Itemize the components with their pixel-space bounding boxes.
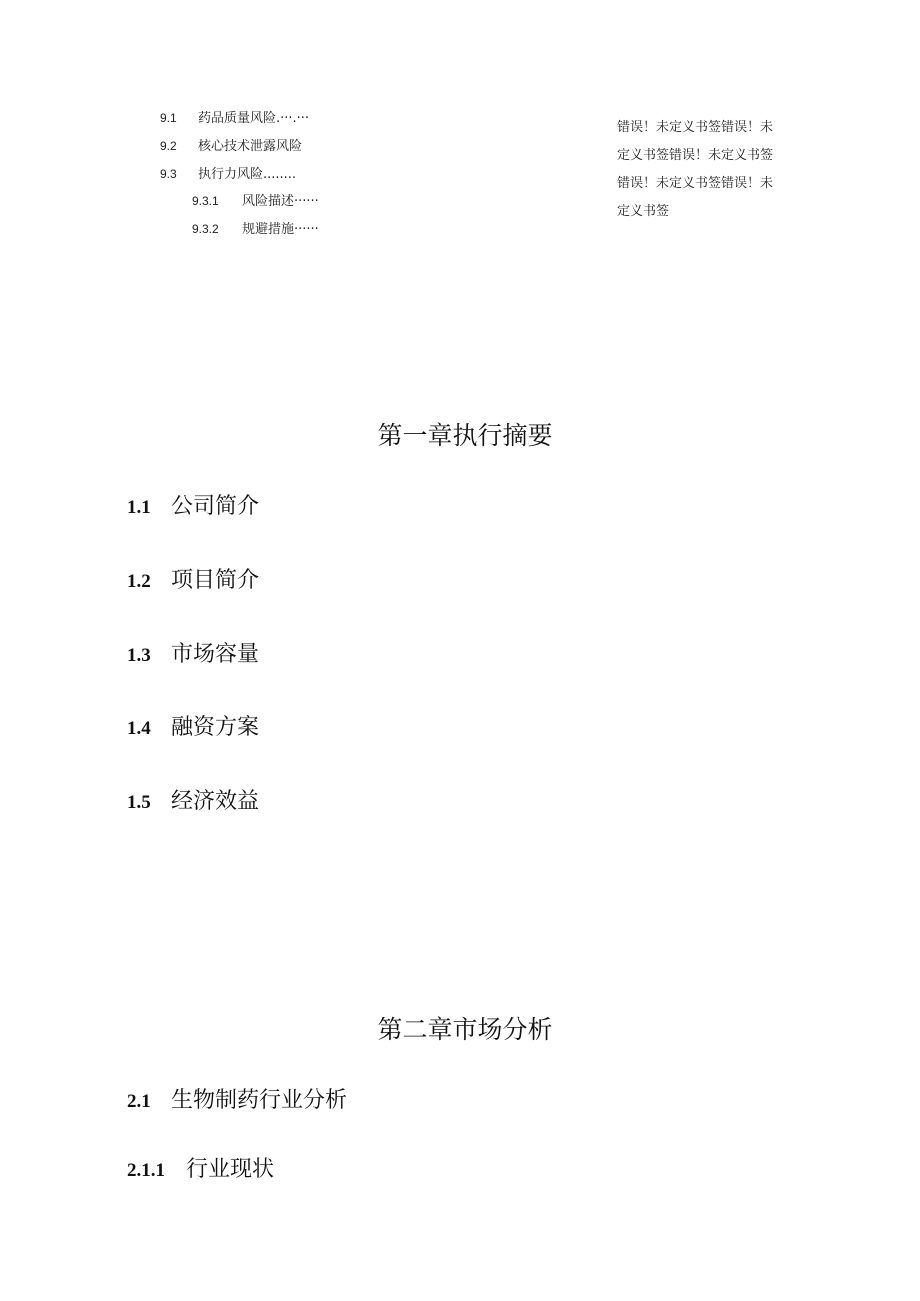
toc-entry-number: 9.3.2 — [192, 222, 219, 236]
toc-entry-number: 9.3.1 — [192, 194, 219, 208]
section-number: 2.1.1 — [127, 1160, 165, 1181]
section-heading — [127, 787, 259, 818]
chapter-title: 第二章市场分析 — [377, 1015, 553, 1044]
section-heading — [127, 566, 259, 597]
toc-entry[interactable] — [160, 166, 296, 183]
section-heading — [127, 640, 259, 671]
section-number: 1.3 — [127, 645, 151, 666]
toc-entry-number: 9.1 — [160, 111, 177, 125]
toc-entry[interactable] — [192, 193, 319, 210]
section-title: 生物制药行业分析 — [171, 1088, 348, 1113]
section-title: 公司简介 — [171, 494, 260, 519]
section-title: 经济效益 — [171, 789, 260, 814]
toc-entry-title: 风险描述······ — [242, 194, 319, 209]
section-number: 1.4 — [127, 718, 151, 739]
section-title: 市场容量 — [171, 642, 260, 667]
section-title: 融资方案 — [171, 715, 260, 740]
toc-page-number-error: 错误！未定义书签错误！未定义书签错误！未定义书签错误！未定义书签错误！未定义书签 — [617, 120, 774, 219]
section-title: 行业现状 — [186, 1157, 275, 1182]
toc-entry[interactable] — [160, 138, 302, 155]
section-heading — [127, 713, 259, 744]
subsection-heading — [127, 1155, 274, 1186]
section-number: 1.5 — [127, 792, 151, 813]
section-number: 1.1 — [127, 497, 151, 518]
section-number: 1.2 — [127, 571, 151, 592]
toc-entry-title: 药品质量风险.···.··· — [198, 111, 310, 126]
chapter-title: 第一章执行摘要 — [377, 421, 553, 450]
toc-entry-number: 9.2 — [160, 139, 177, 153]
toc-entry[interactable] — [160, 110, 309, 127]
toc-entry-title: 核心技术泄露风险 — [198, 139, 303, 154]
section-title: 项目简介 — [171, 568, 260, 593]
toc-entry-title: 规避措施······ — [242, 222, 319, 237]
section-heading — [127, 1086, 347, 1117]
section-number: 2.1 — [127, 1091, 151, 1112]
toc-entry-title: 执行力风险........ — [198, 167, 297, 182]
toc-entry-number: 9.3 — [160, 167, 177, 181]
toc-entry[interactable] — [192, 221, 319, 238]
section-heading — [127, 492, 259, 523]
